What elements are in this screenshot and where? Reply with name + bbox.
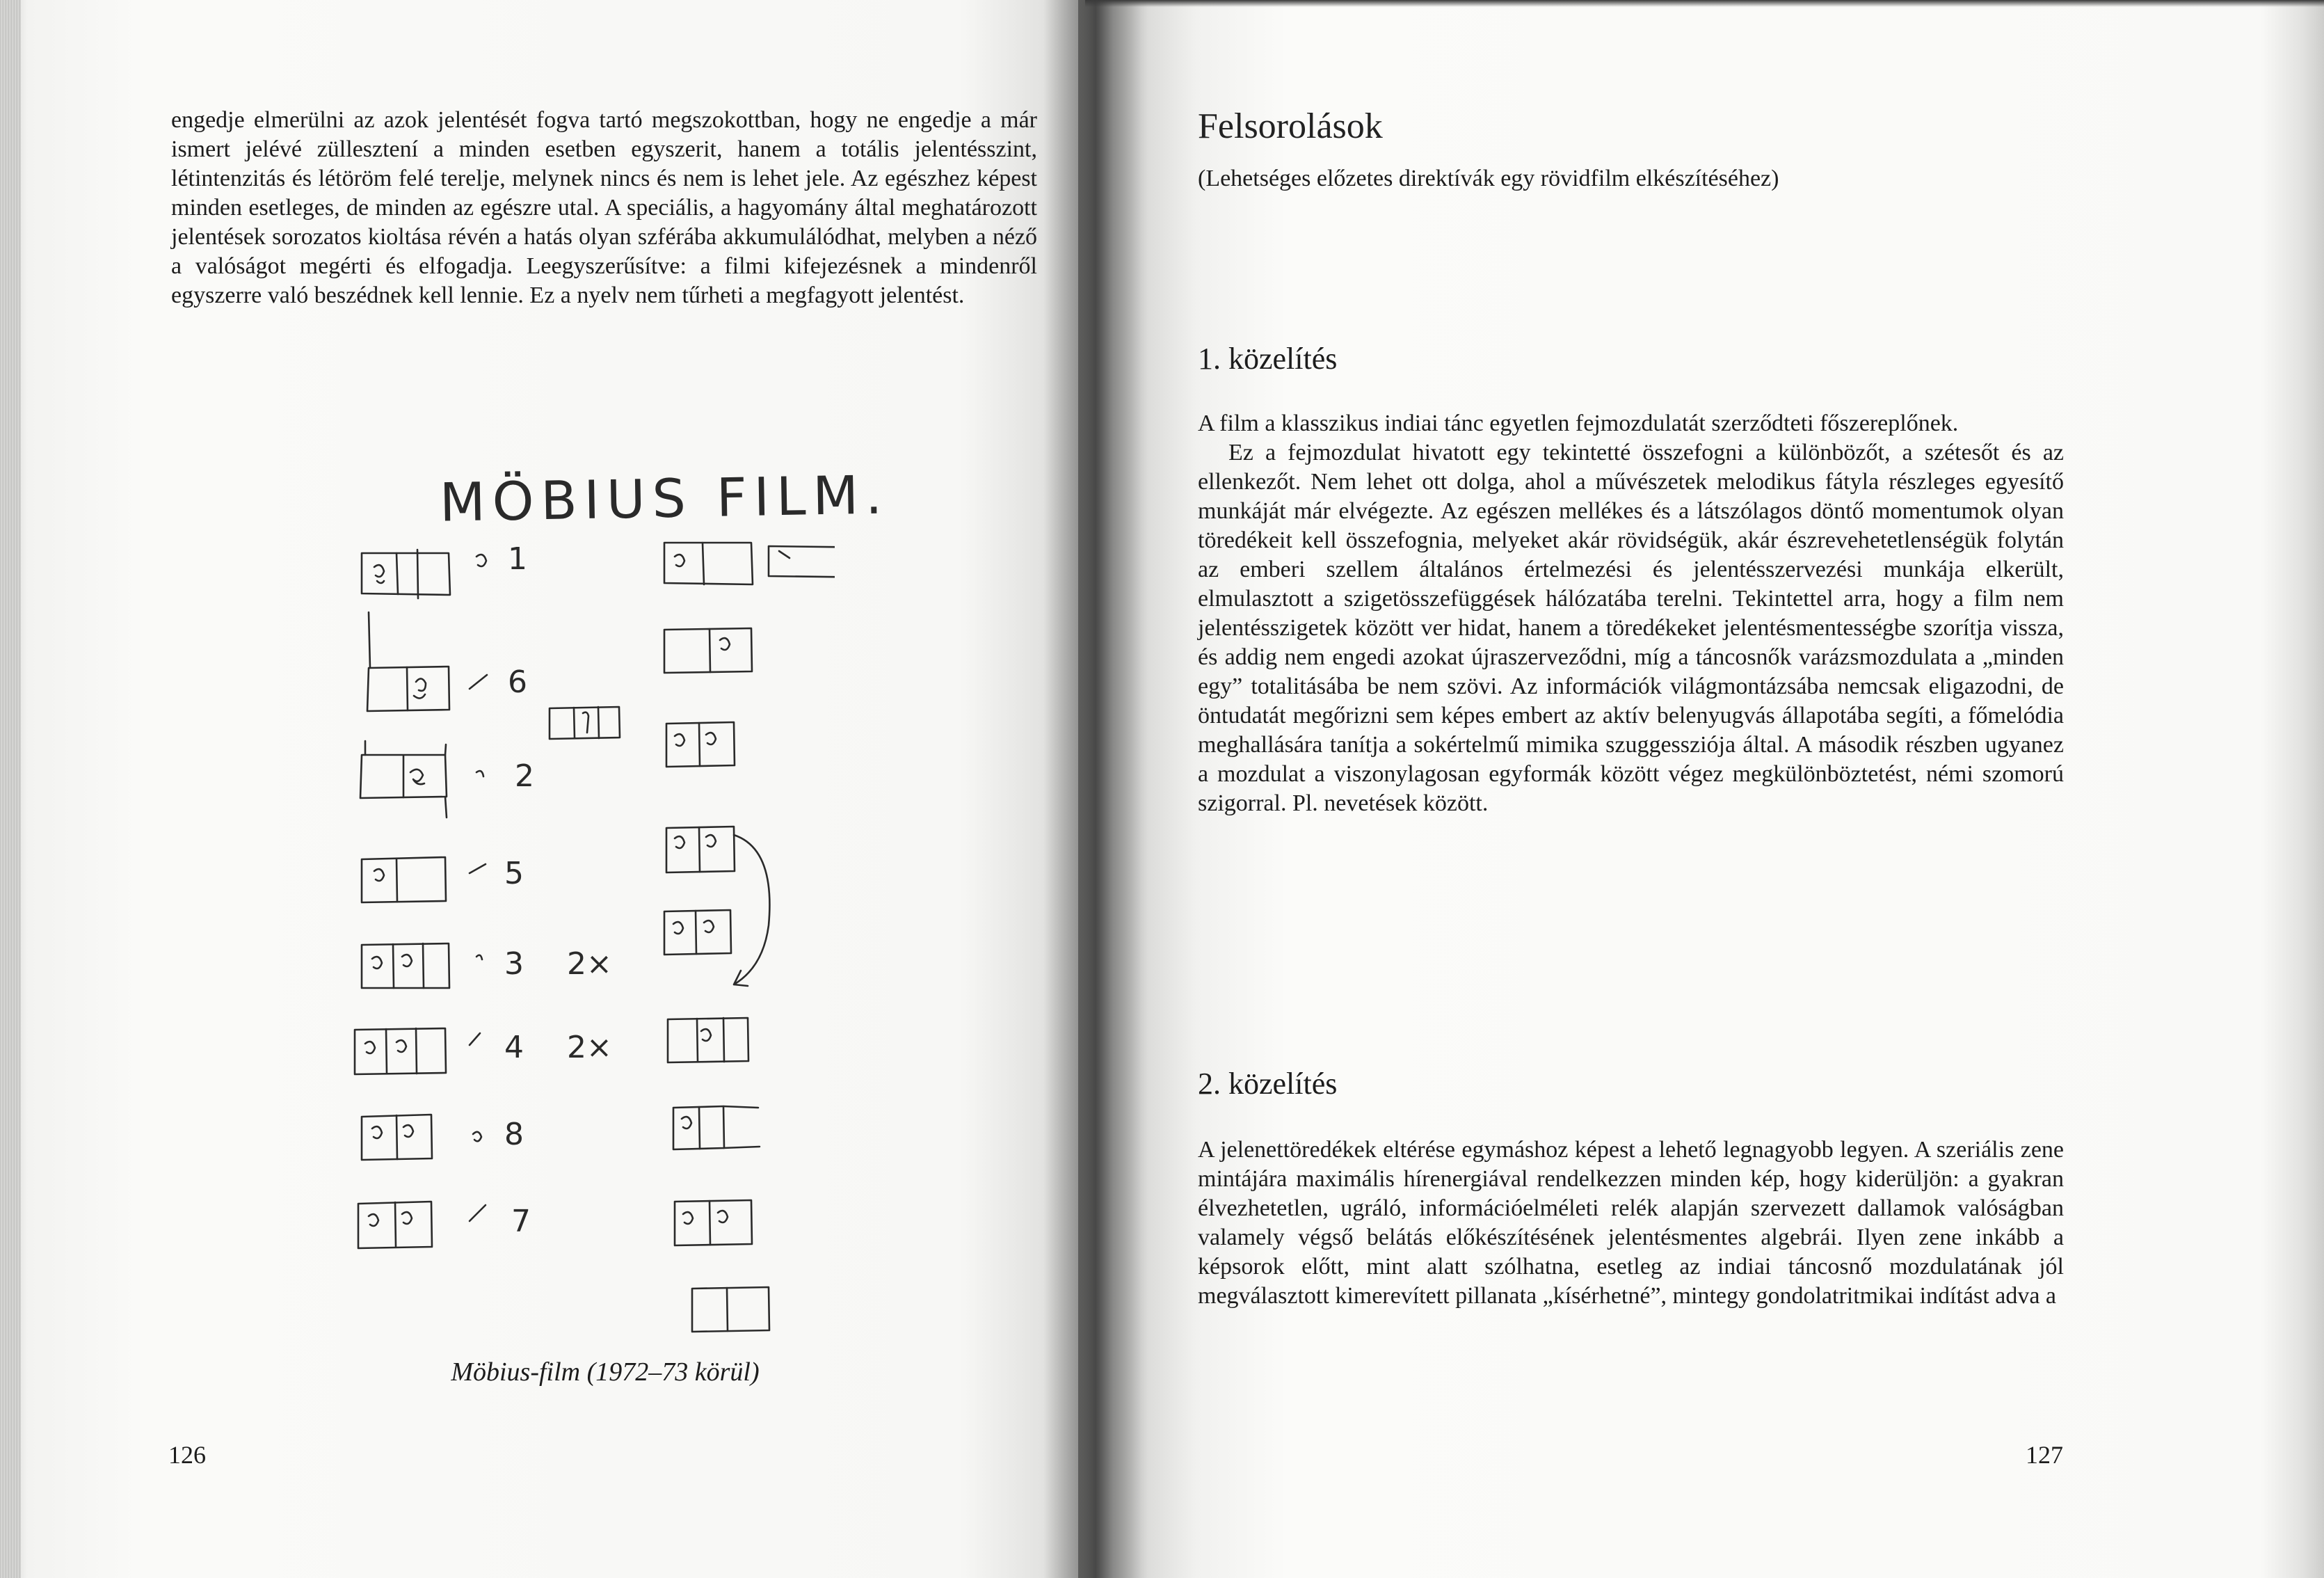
sketch-label-1: 1	[508, 541, 527, 577]
dash-mark-6	[470, 675, 487, 689]
sketch-label-6: 6	[508, 664, 527, 700]
filmstrip-left-1	[362, 550, 450, 598]
sketch-label-4: 4	[504, 1030, 524, 1065]
section-title-1: 1. közelítés	[1198, 342, 1338, 376]
filmstrip-right-1	[664, 543, 753, 584]
doodle-mark-2	[476, 771, 483, 776]
filmstrip-middle	[550, 707, 620, 739]
filmstrip-right-2	[664, 628, 752, 673]
figure-caption: Möbius-film (1972–73 körül)	[451, 1357, 760, 1387]
mobius-film-sketch	[334, 445, 835, 1364]
sketch-label-8: 8	[504, 1117, 524, 1152]
filmstrip-right-3	[666, 722, 735, 767]
top-edge-shadow	[1085, 0, 2324, 7]
section-2-body	[1198, 1135, 2064, 1311]
filmstrip-left-6	[355, 1028, 446, 1074]
section-1-body	[1198, 409, 2064, 818]
dash-mark-5	[470, 864, 486, 873]
section-2-paragraph-1: A jelenettöredékek eltérése egymáshoz képest a lehető legnagyobb legyen. A szeriális zene mintájára maximális hírenergiával rendelkezzen minden kép, hogy kiderüljön: a gyakran élvezhetetlen, ugráló, információelméleti relék alapján szervezett dallamok valóságban valamely végső belátás előkészítésének jelentésmentes algebrái. Ilyen zene inkább a képsorok előtt, mint alatt szólhatna, esetleg az indiai táncosnő mozdulatának jól megválasztott kimerevített pillanata „kísérhetné”, mintegy gondolatritmikai indítást adva a	[1198, 1137, 2064, 1309]
filmstrip-right-4	[666, 827, 769, 986]
filmstrip-left-8	[358, 1202, 432, 1248]
section-1-paragraph-1: A film a klasszikus indiai tánc egyetlen fejmozdulatát szerződteti főszereplőnek.	[1198, 411, 1959, 436]
section-1-paragraph-2: Ez a fejmozdulat hivatott egy tekintetté összefogni a különbözőt, a szétesőt és az ellenkezőt. Nem lehet ott dolga, ahol a művészetek melodikus fátyla részleges egyesítő munkáját már elvégezte. Az egészen mellékes és a látszólagos döntő momentumok olyan töredékeit kell összefognia, melyeket akár rövidségük, akár észrevehetetlenségük folytán az emberi szellem általános értelmezési és jelentésszervezési munkája elkerült, elmulasztott a szigetösszefüggések hálózatába terelni. Tekintettel arra, hogy a film nem jelentésszigetek között ver hidat, hanem a töredékeket jelentésmentességbe szorítja vissza, és addig nem engedi azokat újraszerveződni, míg a táncosnők varázsmozdulata a „minden egy” totalitásába be nem szövi. Az információk világmontázsába nemcsak eligazodni, de öntudatát megőrizni sem képes embert az aktív belenyugvás állapotába segíti, a főmelódia meghallására tanítja a sokértelmű mimika szuggessziója által. A második részben ugyanez a mozdulat a viszonylagosan egyformák között végez megkülönböztetést, némi szomorú szigorral. Pl. nevetések között.	[1198, 440, 2064, 816]
filmstrip-right-5	[664, 910, 731, 955]
filmstrip-right-8	[675, 1200, 752, 1245]
filmstrip-right-9	[692, 1287, 769, 1332]
section-title-2: 2. közelítés	[1198, 1067, 1338, 1101]
dash-mark-7	[470, 1205, 486, 1221]
sketch-label-7: 7	[511, 1204, 531, 1239]
chapter-title: Felsorolások	[1198, 106, 1383, 146]
filmstrip-right-top	[769, 546, 835, 577]
filmstrip-left-3	[360, 741, 447, 818]
chapter-subtitle: (Lehetséges előzetes direktívák egy rövidfilm elkészítéséhez)	[1198, 166, 1779, 191]
dash-mark-4	[470, 1033, 480, 1045]
sketch-label-2: 2	[515, 758, 534, 794]
filmstrip-left-2	[367, 612, 449, 711]
doodle-mark-1	[476, 555, 486, 566]
left-page-paragraph-block	[171, 106, 1037, 310]
sketch-label-3: 3	[504, 946, 524, 982]
sketch-label-5: 5	[504, 856, 524, 891]
doodle-mark-3	[476, 955, 482, 959]
page-number-left: 126	[168, 1441, 206, 1469]
sketch-title: MÖBIUS FILM.	[439, 463, 890, 534]
sketch-label-2x-b: 2×	[567, 1030, 612, 1065]
left-page-paragraph: engedje elmerülni az azok jelentését fogva tartó megszokottban, hogy ne engedje a már ismert jelévé züllesztení a minden esetben egyszerit, hanem a totális jelentésszint, létintenzitás és létöröm felé terelje, melynek nincs és nem is lehet jele. Az egészhez képest minden esetleges, de minden az egészre utal. A speciális, a hagyomány által meghatározott jelentések sorozatos kioltása révén a hatás olyan szférába akkumulálódhat, melyben a néző a valóságot megérti és elfogadja. Leegyszerűsítve: a filmi kifejezésnek a mindenről egyszerre való beszédnek kell lennie. Ez a nyelv nem tűrheti a megfagyott jelentést.	[171, 107, 1037, 308]
page-number-right: 127	[2026, 1441, 2063, 1469]
filmstrip-left-5	[362, 943, 449, 988]
doodle-mark-8	[473, 1132, 481, 1141]
filmstrip-right-7	[673, 1106, 760, 1149]
page-edges	[0, 0, 21, 1578]
filmstrip-left-4	[362, 857, 446, 902]
filmstrip-right-6	[668, 1018, 748, 1062]
sketch-label-2x-a: 2×	[567, 946, 612, 982]
filmstrip-left-7	[362, 1115, 432, 1160]
book-gutter-shadow	[1043, 0, 1148, 1578]
